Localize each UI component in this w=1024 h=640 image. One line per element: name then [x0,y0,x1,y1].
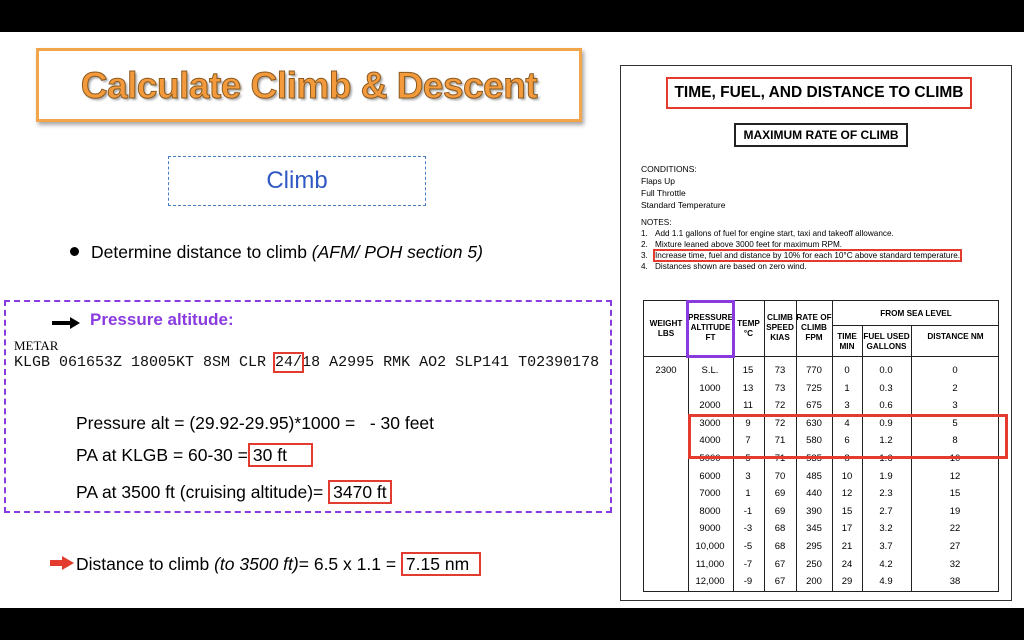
table-cell: -3 [743,523,753,535]
table-cell: 5 [952,417,958,429]
table-cell: 2.7 [879,505,893,517]
table-cell: 4 [844,417,850,429]
table-cell: 67 [774,558,786,570]
note-item: 1. Add 1.1 gallons of fuel for engine start, taxi and takeoff allowance. [641,229,894,238]
table-cell: 1.6 [879,453,893,464]
table-cell: 73 [774,382,786,394]
table-cell: 32 [949,558,961,570]
climb-table [643,300,999,592]
table-cell: 6000 [699,470,721,482]
table-cell: 24 [841,558,853,570]
note-item: 3. Increase time, fuel and distance by 10% for each 10°C above standard temperature. [641,251,961,260]
slide-title: Calculate Climb & Descent [80,65,538,106]
table-title: TIME, FUEL, AND DISTANCE TO CLIMB [666,77,972,109]
header-distance: DISTANCE NM [927,332,984,341]
table-cell: 7000 [699,488,721,500]
note-item: 4. Distances shown are based on zero wind. [641,262,807,271]
metar-post: 18 A2995 RMK AO2 SLP141 T02390178 [302,354,600,371]
distance-expression: = 6.5 x 1.1 = [298,554,397,574]
pressure-altitude-highlight [686,300,735,358]
table-cell: 345 [806,523,822,535]
table-cell: 70 [774,470,786,482]
table-cell: 1 [745,488,751,500]
calc1-expression: Pressure alt = (29.92-29.95)*1000 = [76,413,356,433]
header-fuel: FUEL USED GALLONS [863,332,910,351]
table-cell: 38 [949,576,961,588]
condition-item: Full Throttle [641,188,686,198]
bullet-text: Determine distance to climb [91,242,312,262]
table-cell: 3 [952,400,958,412]
table-cell: 580 [806,435,822,447]
table-cell: 1.9 [879,470,893,482]
table-cell: 630 [806,417,822,429]
table-cell: 485 [806,470,822,482]
header-temp: TEMP °C [737,319,760,338]
distance-result: 7.15 nm [401,552,481,576]
calc3-result: 3470 ft [328,480,392,504]
notes-head: NOTES: [641,218,672,227]
red-arrow-icon [50,556,74,570]
bullet-dot-icon [70,247,79,256]
subtitle-box [168,156,426,206]
note-text-highlighted: Increase time, fuel and distance by 10% for each 10°C above standard temperature. [655,251,961,260]
conditions-head: CONDITIONS: [641,164,697,174]
table-cell: 71 [774,453,786,464]
table-cell: 12 [949,470,961,482]
table-cell: 72 [774,400,786,412]
table-cell: 3.7 [879,541,893,552]
metar-header: METAR [14,338,59,353]
table-cell: 5000 [699,453,721,464]
rows-3000-4000-highlight [688,414,1008,459]
table-cell: 12,000 [695,576,725,588]
note-text: Add 1.1 gallons of fuel for engine start, taxi and takeoff allowance. [655,229,894,238]
table-cell: 1.2 [879,435,893,447]
condition-item: Standard Temperature [641,200,726,210]
table-cell: 8000 [699,505,721,517]
bullet-determine-distance [70,242,483,263]
table-cell: 250 [806,558,822,570]
table-cell: -7 [743,558,753,570]
calc-pa-cruise [76,482,392,503]
note-text: Mixture leaned above 3000 feet for maximum RPM. [655,240,843,249]
table-subtitle: MAXIMUM RATE OF CLIMB [734,123,908,147]
table-cell: 8 [844,453,850,464]
table-cell: 67 [774,576,786,588]
note-item: 2. Mixture leaned above 3000 feet for maximum RPM. [641,240,843,249]
table-cell: 29 [841,576,853,588]
table-cell: 1000 [699,382,721,394]
table-cell: 10 [841,470,853,482]
calc2-expression: PA at KLGB = 60-30 = [76,445,248,465]
table-cell: 7 [745,435,751,447]
table-cell: 535 [806,453,822,464]
header-weight: WEIGHT LBS [649,319,683,338]
table-cell: 72 [774,417,786,429]
table-cell: 27 [949,541,961,552]
table-cell: 68 [774,541,786,552]
table-cell: 11,000 [695,558,725,570]
letterbox-top [0,0,1024,32]
condition-item: Flaps Up [641,176,676,186]
calc3-expression: PA at 3500 ft (cruising altitude)= [76,482,324,502]
table-cell: 200 [806,576,822,588]
table-cell: 9 [745,417,751,429]
table-cell: 8 [952,435,958,447]
metar-pre: KLGB 061653Z 18005KT 8SM CLR [14,354,276,371]
metar-temperature-highlight: 24/ [275,354,303,371]
climb-table-panel [620,65,1012,601]
table-cell: 69 [774,505,786,517]
conditions [641,163,725,211]
table-cell: 15 [841,505,853,517]
title-box [36,48,582,122]
table-cell: 0.0 [879,365,893,376]
table-cell: 12 [841,488,853,500]
table-cell: 3 [844,400,850,412]
table-cell: 3.2 [879,523,893,535]
weight-cell: 2300 [655,365,677,376]
table-cell: 390 [806,505,822,517]
metar-line [14,354,599,371]
right-arrow-icon [52,317,80,329]
table-cell: 725 [806,382,822,394]
group-divider [832,325,998,326]
table-cell: 13 [742,382,754,394]
table-cell: 4.2 [879,558,893,570]
table-cell: 0.3 [879,382,893,394]
table-cell: 19 [949,505,961,517]
table-cell: 73 [774,365,786,376]
table-cell: 71 [774,435,786,447]
calc2-result: 30 ft [248,443,313,467]
letterbox-bottom [0,608,1024,640]
table-cell: 4.9 [879,576,893,588]
table-cell: 68 [774,523,786,535]
table-cell: -9 [743,576,753,588]
table-cell: 22 [949,523,961,535]
table-cell: 15 [742,365,754,376]
table-cell: 10,000 [695,541,725,552]
table-cell: 2 [952,382,958,394]
table-cell: 17 [841,523,853,535]
table-cell: 3000 [699,417,721,429]
table-cell: 9000 [699,523,721,535]
table-cell: 1 [844,382,850,394]
table-cell: 10 [949,453,961,464]
subtitle-climb: Climb [266,167,328,194]
table-cell: 675 [806,400,822,412]
header-pressure-altitude: PRESSURE ALTITUDE FT [688,313,734,342]
header-time: TIME MIN [837,332,857,351]
distance-to-climb [50,554,481,575]
header-climb-speed: CLIMB SPEED KIAS [766,313,794,342]
table-cell: 3 [745,470,751,482]
table-cell: -5 [743,541,753,552]
table-cell: 440 [806,488,822,500]
calc1-result: - 30 feet [369,413,435,433]
table-cell: 6 [844,435,850,447]
table-cell: -1 [743,505,753,517]
table-cell: S.L. [701,365,719,376]
table-cell: 11 [743,400,753,412]
notes [641,217,960,272]
bullet-reference: (AFM/ POH section 5) [311,242,483,262]
pressure-altitude-label: Pressure altitude: [90,310,234,329]
table-cell: 0.6 [879,400,893,412]
distance-label: Distance to climb [76,554,215,574]
header-from-sea-level: FROM SEA LEVEL [880,309,952,318]
table-cell: 15 [949,488,961,500]
table-cell: 0 [844,365,850,376]
calc-pressure-alt [76,413,434,434]
table-cell: 770 [806,365,822,376]
slide [0,32,1024,608]
table-cell: 5 [745,453,751,464]
table-cell: 0 [952,365,958,376]
distance-italic: (to 3500 ft) [214,554,299,574]
table-cell: 2000 [699,400,721,412]
table-cell: 2.3 [879,488,893,500]
table-cell: 21 [841,541,853,552]
table-cell: 69 [774,488,786,500]
table-cell: 295 [806,541,822,552]
table-cell: 0.9 [879,417,893,429]
calc-pa-klgb [76,445,313,466]
note-text: Distances shown are based on zero wind. [655,262,807,271]
header-rate-of-climb: RATE OF CLIMB FPM [796,313,832,342]
table-cell: 4000 [699,435,721,447]
